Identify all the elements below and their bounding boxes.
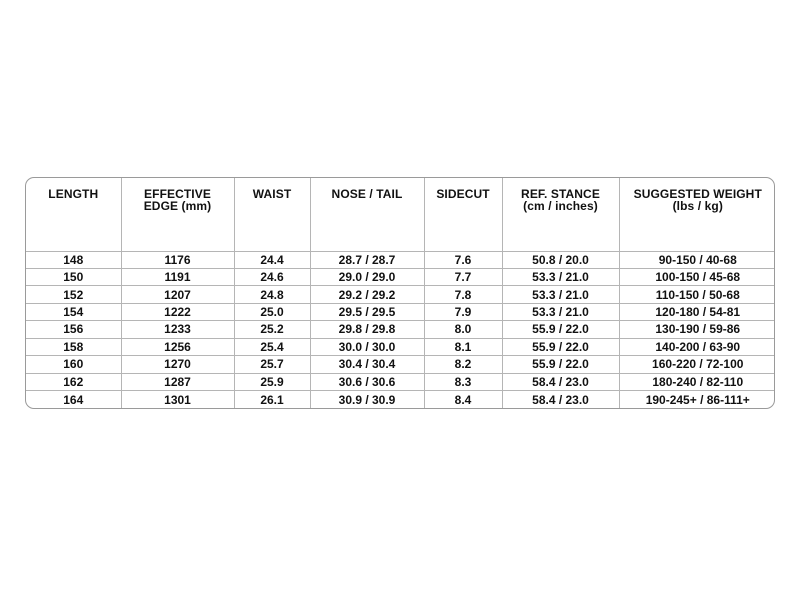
cell-suggested-weight: 160-220 / 72-100 <box>619 356 775 373</box>
cell-ref-stance: 55.9 / 22.0 <box>502 356 619 373</box>
cell-waist: 26.1 <box>234 391 310 409</box>
cell-waist: 24.4 <box>234 251 310 268</box>
header-sidecut <box>424 178 502 251</box>
table-row <box>26 321 775 338</box>
cell-waist: 25.2 <box>234 321 310 338</box>
cell-nose-tail: 29.2 / 29.2 <box>310 286 424 303</box>
cell-waist: 25.0 <box>234 303 310 320</box>
cell-length: 158 <box>26 338 121 355</box>
cell-effective-edge: 1191 <box>121 268 234 285</box>
cell-effective-edge: 1176 <box>121 251 234 268</box>
cell-suggested-weight: 190-245+ / 86-111+ <box>645 392 750 407</box>
cell-effective-edge: 1256 <box>121 338 234 355</box>
cell-nose-tail: 29.8 / 29.8 <box>310 321 424 338</box>
cell-nose-tail: 28.7 / 28.7 <box>310 251 424 268</box>
cell-sidecut: 8.2 <box>424 356 502 373</box>
cell-length: 162 <box>26 373 121 390</box>
cell-effective-edge: 1270 <box>121 356 234 373</box>
size-chart-table <box>25 177 775 409</box>
table-row <box>26 356 775 373</box>
header-nose-tail <box>310 178 424 251</box>
cell-ref-stance: 53.3 / 21.0 <box>502 268 619 285</box>
cell-sidecut: 8.3 <box>424 373 502 390</box>
cell-ref-stance: 58.4 / 23.0 <box>502 391 619 409</box>
cell-length: 154 <box>26 303 121 320</box>
cell-sidecut: 7.8 <box>424 286 502 303</box>
header-row <box>26 178 775 251</box>
cell-suggested-weight: 110-150 / 50-68 <box>619 286 775 303</box>
table-body <box>26 251 775 408</box>
cell-ref-stance: 50.8 / 20.0 <box>502 251 619 268</box>
cell-nose-tail: 30.9 / 30.9 <box>310 391 424 409</box>
cell-nose-tail: 30.4 / 30.4 <box>310 356 424 373</box>
header-ref-stance-label: REF. STANCE <box>521 187 600 201</box>
table-row <box>26 373 775 390</box>
cell-suggested-weight: 140-200 / 63-90 <box>619 338 775 355</box>
cell-effective-edge: 1301 <box>121 391 234 409</box>
cell-sidecut: 8.1 <box>424 338 502 355</box>
header-length <box>26 178 121 251</box>
header-effective-edge-unit: EDGE (mm) <box>143 199 212 213</box>
header-length-label: LENGTH <box>48 187 99 201</box>
cell-waist: 25.9 <box>234 373 310 390</box>
table-row <box>26 268 775 285</box>
cell-sidecut: 8.0 <box>424 321 502 338</box>
cell-length: 160 <box>26 356 121 373</box>
cell-waist: 25.7 <box>234 356 310 373</box>
cell-nose-tail: 30.6 / 30.6 <box>310 373 424 390</box>
cell-nose-tail: 30.0 / 30.0 <box>310 338 424 355</box>
table-row <box>26 338 775 355</box>
cell-length: 152 <box>26 286 121 303</box>
cell-waist: 24.8 <box>234 286 310 303</box>
cell-sidecut: 8.4 <box>424 391 502 409</box>
cell-suggested-weight: 130-190 / 59-86 <box>619 321 775 338</box>
header-effective-edge-label: EFFECTIVE <box>144 187 211 201</box>
table-row <box>26 303 775 320</box>
header-waist <box>234 178 310 251</box>
cell-ref-stance: 53.3 / 21.0 <box>502 303 619 320</box>
specs-table <box>26 178 775 408</box>
cell-ref-stance: 58.4 / 23.0 <box>502 373 619 390</box>
header-nose-tail-label: NOSE / TAIL <box>331 187 403 201</box>
cell-length: 164 <box>26 391 121 409</box>
header-ref-stance <box>502 178 619 251</box>
cell-suggested-weight: 90-150 / 40-68 <box>619 251 775 268</box>
cell-suggested-weight: 180-240 / 82-110 <box>619 373 775 390</box>
header-waist-label: WAIST <box>252 187 292 201</box>
cell-suggested-weight: 120-180 / 54-81 <box>619 303 775 320</box>
cell-sidecut: 7.7 <box>424 268 502 285</box>
header-ref-stance-unit: (cm / inches) <box>523 199 598 213</box>
cell-length: 156 <box>26 321 121 338</box>
table-row <box>26 286 775 303</box>
cell-length: 150 <box>26 268 121 285</box>
table-row <box>26 391 775 409</box>
cell-sidecut: 7.9 <box>424 303 502 320</box>
cell-effective-edge: 1222 <box>121 303 234 320</box>
cell-ref-stance: 55.9 / 22.0 <box>502 321 619 338</box>
cell-ref-stance: 53.3 / 21.0 <box>502 286 619 303</box>
header-suggested-weight <box>619 178 775 251</box>
table-row <box>26 251 775 268</box>
cell-nose-tail: 29.0 / 29.0 <box>310 268 424 285</box>
cell-effective-edge: 1207 <box>121 286 234 303</box>
cell-waist: 25.4 <box>234 338 310 355</box>
cell-ref-stance: 55.9 / 22.0 <box>502 338 619 355</box>
header-suggested-weight-unit: (lbs / kg) <box>672 199 723 213</box>
cell-sidecut: 7.6 <box>424 251 502 268</box>
header-effective-edge <box>121 178 234 251</box>
cell-nose-tail: 29.5 / 29.5 <box>310 303 424 320</box>
cell-waist: 24.6 <box>234 268 310 285</box>
cell-length: 148 <box>26 251 121 268</box>
cell-suggested-weight: 100-150 / 45-68 <box>619 268 775 285</box>
header-sidecut-label: SIDECUT <box>436 187 490 201</box>
cell-effective-edge: 1287 <box>121 373 234 390</box>
cell-effective-edge: 1233 <box>121 321 234 338</box>
header-suggested-weight-label: SUGGESTED WEIGHT <box>633 187 762 201</box>
